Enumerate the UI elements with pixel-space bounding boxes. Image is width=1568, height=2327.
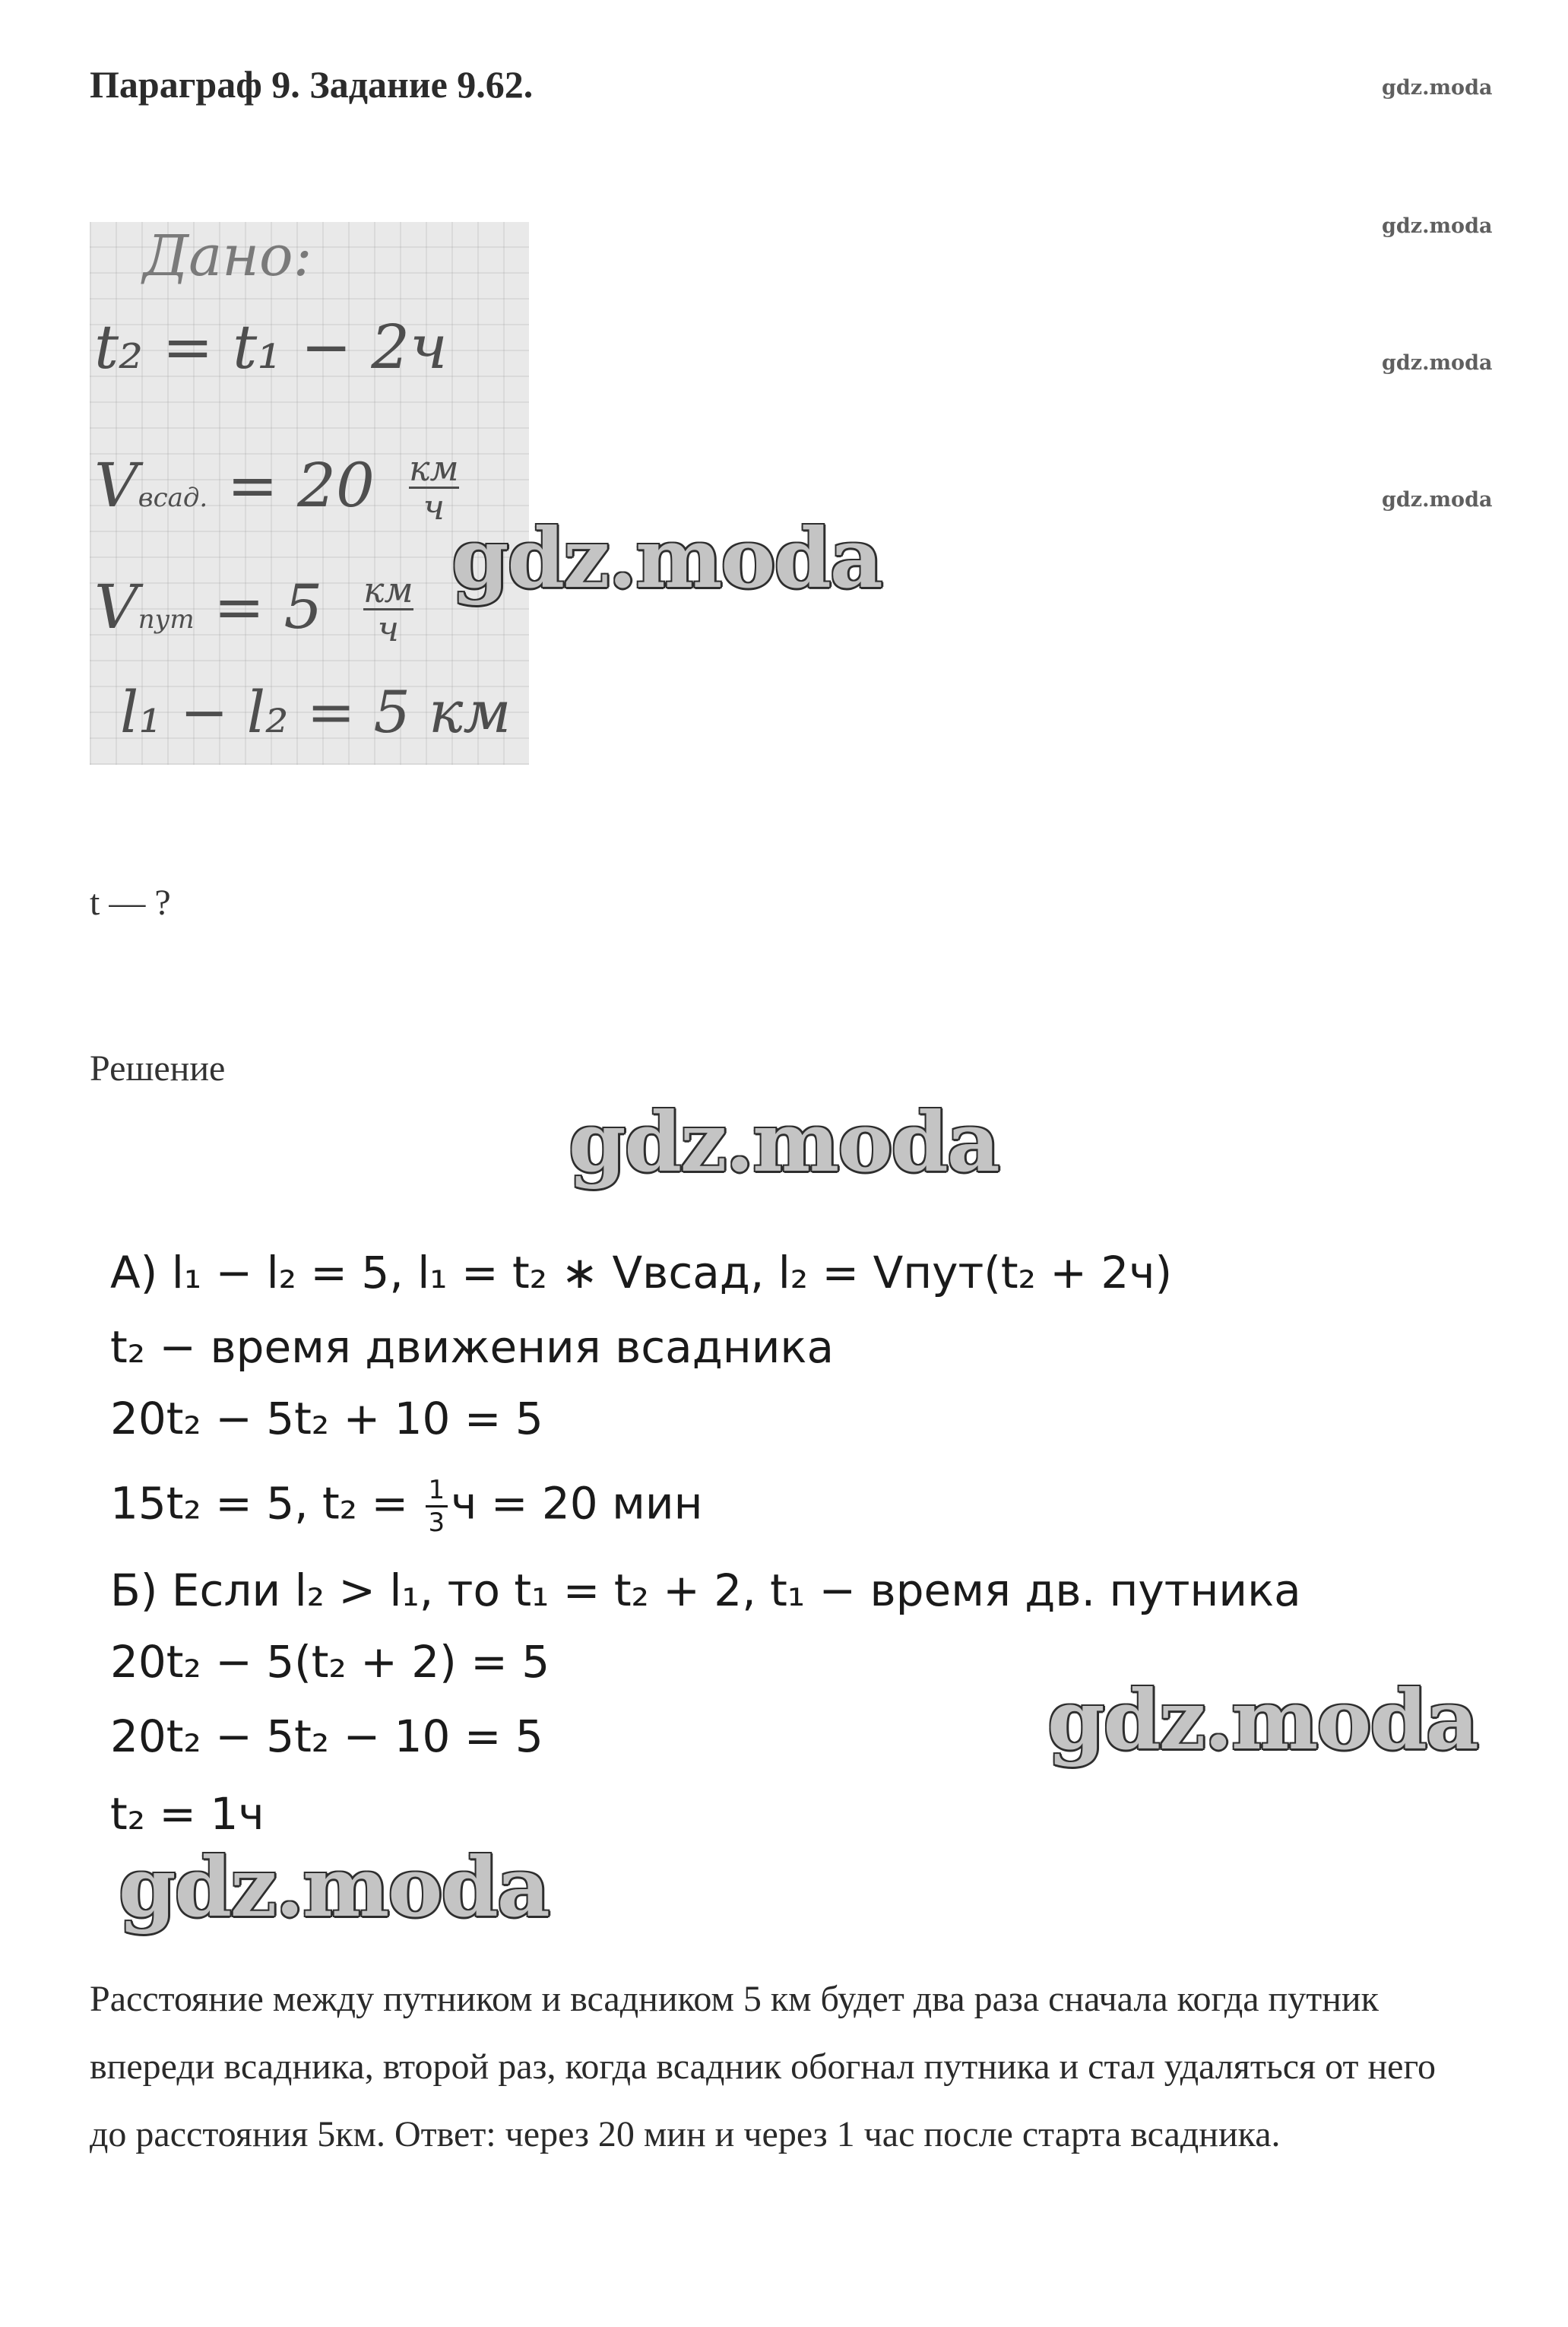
given-heading: Дано:: [143, 224, 312, 289]
watermark-small-2: gdz.moda: [1382, 214, 1493, 238]
given-handwritten-image: [90, 222, 529, 765]
solution-line-8: t₂ = 1ч: [110, 1788, 265, 1840]
given-line-1: t₂ = t₁ − 2ч: [94, 312, 448, 382]
solution-line-7: 20t₂ − 5t₂ − 10 = 5: [110, 1710, 543, 1762]
solution-line-5: Б) Если l₂ > l₁, то t₁ = t₂ + 2, t₁ − время дв. путника: [110, 1565, 1301, 1616]
answer-paragraph: Расстояние между путником и всадником 5 км будет два раза сначала когда путник впереди всадника, второй раз, когда всадник обогнал путника и стал удаляться от него до расстояния 5км. Ответ: через 20 мин и через 1 час после старта всадника.: [90, 1979, 1436, 2154]
solution-line-1: А) l₁ − l₂ = 5, l₁ = t₂ ∗ Vвсад, l₂ = Vпут(t₂ + 2ч): [110, 1247, 1173, 1298]
watermark-large-2: gdz.moda: [569, 1095, 999, 1190]
watermark-large-1: gdz.moda: [451, 511, 882, 607]
given-line-4: l₁ − l₂ = 5 км: [120, 678, 512, 746]
fraction-one-third: $\frac{1}{3}$: [426, 1475, 448, 1538]
page-title: Параграф 9. Задание 9.62.: [90, 63, 534, 106]
given-line-3-unit: км ч: [363, 569, 413, 649]
solution-line-3: 20t₂ − 5t₂ + 10 = 5: [110, 1393, 543, 1444]
given-line-3: Vпут = 5: [94, 572, 323, 642]
solution-line-4: 15t₂ = 5, t₂ = $\frac{1}{3}$ ч = 20 мин: [110, 1475, 703, 1538]
watermark-small-3: gdz.moda: [1382, 351, 1493, 375]
watermark-small-4: gdz.moda: [1382, 488, 1493, 512]
solution-line-2: t₂ − время движения всадника: [110, 1321, 834, 1373]
given-line-2-unit: км ч: [409, 448, 459, 528]
given-line-2: Vвсад. = 20: [94, 450, 375, 521]
question-text: t — ?: [90, 883, 171, 923]
watermark-large-4: gdz.moda: [119, 1840, 549, 1935]
watermark-small-1: gdz.moda: [1382, 76, 1493, 100]
watermark-large-3: gdz.moda: [1047, 1672, 1478, 1768]
solution-label: Решение: [90, 1048, 226, 1089]
solution-line-6: 20t₂ − 5(t₂ + 2) = 5: [110, 1636, 550, 1688]
